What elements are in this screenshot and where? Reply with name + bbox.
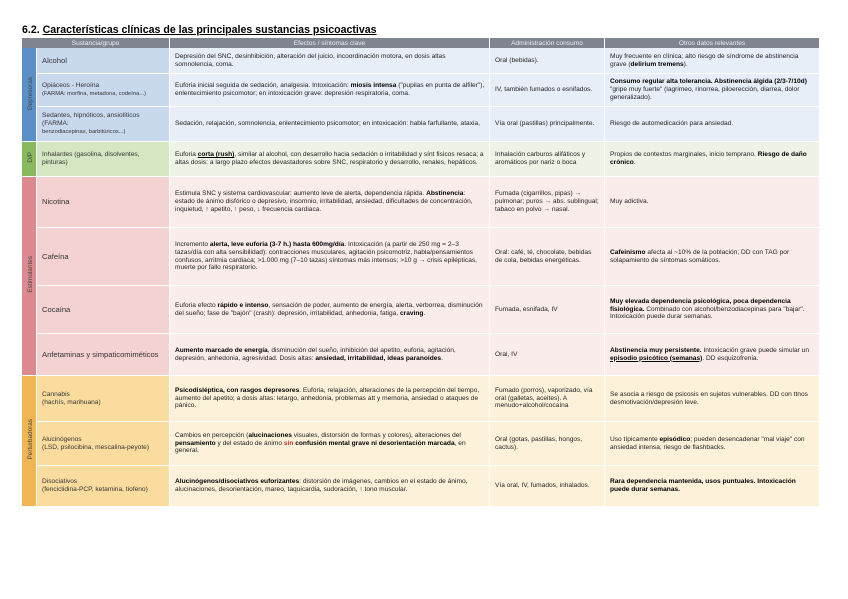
table-row [22,422,820,466]
other-cell: Rara dependencia mantenida, usos puntuales. Intoxicación puede durar semanas. [605,466,820,507]
other-cell: Se asocia a riesgo de psicosis en sujetos vulnerables. DD con ttnos desmotivación/depresión leve. [605,376,820,422]
substance-name: Anfetaminas y simpaticomiméticos [37,334,170,376]
other-cell: Cafeinismo afecta al ~10% de la población; DD con TAG por solapamiento de síntomas somáticos. [605,228,820,286]
group-dp: D/P [22,142,37,177]
admin-cell: IV, también fumados o esnifados. [490,74,605,107]
admin-cell: Inhalación carburos alifáticos y aromáticos por nariz o boca [490,142,605,177]
substance-name: Inhalantes (gasolina, disolventes, pinturas) [37,142,170,177]
effects-cell: Euforia inicial seguida de sedación, analgesia. Intoxicación: miosis intensa ("pupilas en punta de alfiler"), enlentecimiento psicomotor; en intoxicación grave: depresión respiratoria, coma. [170,74,490,107]
other-cell: Riesgo de automedicación para ansiedad. [605,107,820,142]
substance-name: Sedantes, hipnóticos, ansiolíticos (FARMA: benzodiacepinas, barbitúricos...) [37,107,170,142]
effects-cell: Incremento alerta, leve euforia (3-7 h.) hasta 600mg/día. Intoxicación (a partir de 250 mg = 2–3 tazas/día con alta sensibilidad): contracciones musculares, agitación psicomotriz, habla/pensamientos confusos, arritmia cardiaca; >1.000 mg (7–10 tazas) síntomas más intensos; >10 g → crisis epilépticas, muerte por fallo respiratorio. [170,228,490,286]
page-title [22,24,377,36]
substance-name: Cafeína [37,228,170,286]
table-row [22,228,820,286]
table-row [22,142,820,177]
other-cell: Consumo regular alta tolerancia. Abstinencia álgida (2/3-7/10d) "gripe muy fuerte" (lagrimeo, rinorrea, piloerección, diarrea, dolor generalizado). [605,74,820,107]
group-depresoras: Depresoras [22,48,37,142]
admin-cell: Vía oral (pastillas) principalmente. [490,107,605,142]
section-number: 6.2. [22,24,40,36]
admin-cell: Vía oral, IV, fumados, inhalados. [490,466,605,507]
other-cell: Uso típicamente episódico; pueden desencadenar "mal viaje" con ansiedad intensa; riesgo de flashbacks. [605,422,820,466]
admin-cell: Fumada, esnifada, IV [490,286,605,334]
other-cell: Muy frecuente en clínica; alto riesgo de síndrome de abstinencia grave (delirium tremens). [605,48,820,74]
header-effects: Efectos / síntomas clave [170,38,490,48]
admin-cell: Fumado (porros), vaporizado, vía oral (galletas, aceites). A menudo+alcohol/cocaína [490,376,605,422]
effects-cell: Euforia corta (rush), similar al alcohol, con desarrollo hacia sedación o irritabilidad y sínt fisicos resaca; a altas dosis: a largo plazo efectos devastadores sobre SNC, respiratorio y desarrollo, renales, hepáticos. [170,142,490,177]
effects-cell: Estimula SNC y sistema cardiovascular: aumento leve de alerta, dependencia rápida. Abstinencia: estado de ánimo disfórico o depresivo, insomnio, irritabilidad, ansiedad, dificultades de concentración, inquietud, ↑ apetito, ↑ peso, ↓ frecuencia cardiaca. [170,177,490,228]
table-row [22,376,820,422]
group-perturbadoras: Perturbadoras [22,376,37,507]
other-cell: Muy elevada dependencia psicológica, poca dependencia fisiológica. Combinado con alcohol/benzodiacepinas para "bajar". Intoxicación puede durar semanas. [605,286,820,334]
table-row [22,74,820,107]
substance-name: Opiáceos - Heroína (FARMA: morfina, metadona, codeína...) [37,74,170,107]
substance-name: Alucinógenos (LSD, psilocibina, mescalina-peyote) [37,422,170,466]
table-row [22,334,820,376]
group-estimulantes: Estimulantes [22,177,37,376]
effects-cell: Aumento marcado de energía, disminución del sueño, inhibición del apetito, euforia, agitación, depresión, anhedonia, agresividad. Dosis altas: ansiedad, irritabilidad, ideas paranoides. [170,334,490,376]
admin-cell: Oral (gotas, pastillas, hongos, cactus). [490,422,605,466]
table-row [22,286,820,334]
effects-cell: Psicodisléptica, con rasgos depresores. Euforia, relajación, alteraciones de la percepción del tiempo, aumento del apetito; a dosis altas: letargo, anhedonia, problemas att y memoria, ansiedad o ataques de pánico. [170,376,490,422]
effects-cell: Euforia efecto rápido e intenso, sensación de poder, aumento de energía, alerta, verborrea, disminución del sueño; fase de "bajón" (crash): depresión, irritabilidad, anhedonia, fatiga, craving. [170,286,490,334]
substance-name: Disociativos (fenciclidina-PCP, ketamina, tiofeno) [37,466,170,507]
header-substance: Sustancia/grupo [22,38,170,48]
effects-cell: Sedación, relajación, somnolencia, enlentecimiento psicomotor; en intoxicación: habla farfullante, ataxia, [170,107,490,142]
section-title: Características clínicas de las principales sustancias psicoactivas [42,24,377,36]
other-cell: Abstinencia muy persistente. Intoxicación grave puede simular un episodio psicótico (semanas). DD esquizofrenia. [605,334,820,376]
admin-cell: Oral, IV [490,334,605,376]
table-row [22,466,820,507]
substance-name: Alcohol [37,48,170,74]
table-header-row [22,38,820,48]
other-cell: Propios de contextos marginales, inicio temprano. Riesgo de daño crónico. [605,142,820,177]
effects-cell: Depresión del SNC, desinhibición, alteración del juicio, incoordinación motora, en dosis altas somnolencia, coma. [170,48,490,74]
admin-cell: Oral: café, té, chocolate, bebidas de cola, bebidas energéticas. [490,228,605,286]
admin-cell: Oral (bebidas). [490,48,605,74]
other-cell: Muy adictiva. [605,177,820,228]
table-row [22,177,820,228]
table-row [22,107,820,142]
header-other: Otros datos relevantes [605,38,820,48]
substances-table [22,38,820,507]
admin-cell: Fumada (cigarrillos, pipas) → pulmonar; puros → abs. sublingual; tabaco en polvo → nasal. [490,177,605,228]
table-row [22,48,820,74]
substance-name: Cannabis (hachís, marihuana) [37,376,170,422]
substance-name: Cocaína [37,286,170,334]
substance-name: Nicotina [37,177,170,228]
header-administration: Administración consumo [490,38,605,48]
effects-cell: Alucinógenos/disociativos euforizantes: distorsión de imágenes, cambios en el estado de ánimo, alucinaciones, desorientación, mareo, taquicardia, sudoración, ↑ tono muscular. [170,466,490,507]
effects-cell: Cambios en percepción (alucinaciones visuales, distorsión de formas y colores), alteraciones del pensamiento y del estado de ánimo sin confusión mental grave ni desorientación marcada, en general. [170,422,490,466]
